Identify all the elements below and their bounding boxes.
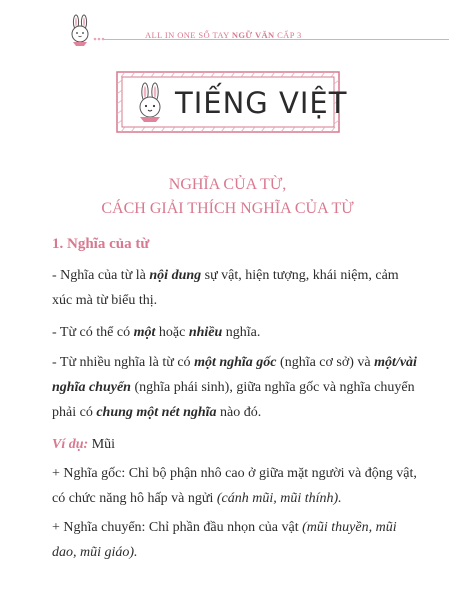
paragraph-definition — [52, 263, 417, 313]
bunny-icon — [67, 14, 93, 48]
page-header — [0, 0, 455, 50]
text: nào đó. — [216, 405, 262, 420]
chapter-title: TIẾNG VIỆT — [175, 86, 348, 120]
text: + Nghĩa chuyển: Chỉ phần đầu nhọn của vật — [52, 520, 303, 535]
running-header — [145, 30, 302, 40]
text: (nghĩa cơ sở) và — [276, 355, 375, 370]
paragraph-polysemy — [52, 350, 417, 425]
paragraph-derived-meaning — [52, 515, 417, 565]
text: + Nghĩa gốc: Chỉ bộ phận nhô cao ở giữa mặt người và động vật, có chức năng hô hấp và ngửi — [52, 466, 417, 506]
section-title-line-1: NGHĨA CỦA TỪ, — [168, 176, 287, 193]
example-label: Ví dụ: — [52, 437, 89, 452]
text: (nghĩa phái sinh), giữa nghĩa gốc và nghĩa chuyển phải có — [52, 380, 415, 420]
text: nghĩa. — [222, 325, 261, 340]
text: sự vật, hiện tượng, khái niệm, cảm xúc mà từ biểu thị. — [52, 268, 399, 308]
bunny-icon — [133, 82, 167, 124]
example-word: Mũi — [88, 437, 116, 452]
header-suffix: CẤP 3 — [274, 30, 302, 40]
text: - Nghĩa của từ là — [52, 268, 150, 283]
header-subject: NGỮ VĂN — [231, 30, 275, 40]
subheading: 1. Nghĩa của từ — [52, 236, 150, 252]
chapter-title-box — [115, 70, 348, 134]
emphasis: một nghĩa gốc — [194, 355, 277, 370]
emphasis: một/vài nghĩa chuyển — [52, 355, 417, 395]
text: - Từ có thể có — [52, 325, 134, 340]
example-italic: (mũi thuyền, mũi dao, mũi giáo). — [52, 520, 397, 560]
text: - Từ nhiều nghĩa là từ có — [52, 355, 195, 370]
emphasis: chung một nét nghĩa — [96, 405, 217, 420]
emphasis: nhiều — [188, 325, 223, 340]
example-italic: (cánh mũi, mũi thính). — [216, 491, 342, 506]
text: hoặc — [155, 325, 189, 340]
section-title-line-2: CÁCH GIẢI THÍCH NGHĨA CỦA TỪ — [101, 200, 354, 217]
header-prefix: ALL IN ONE SỔ TAY — [145, 30, 232, 40]
emphasis: một — [133, 325, 156, 340]
paragraph-count — [52, 320, 417, 345]
example-line — [52, 432, 417, 457]
emphasis: nội dung — [149, 268, 202, 283]
paragraph-original-meaning — [52, 461, 417, 511]
